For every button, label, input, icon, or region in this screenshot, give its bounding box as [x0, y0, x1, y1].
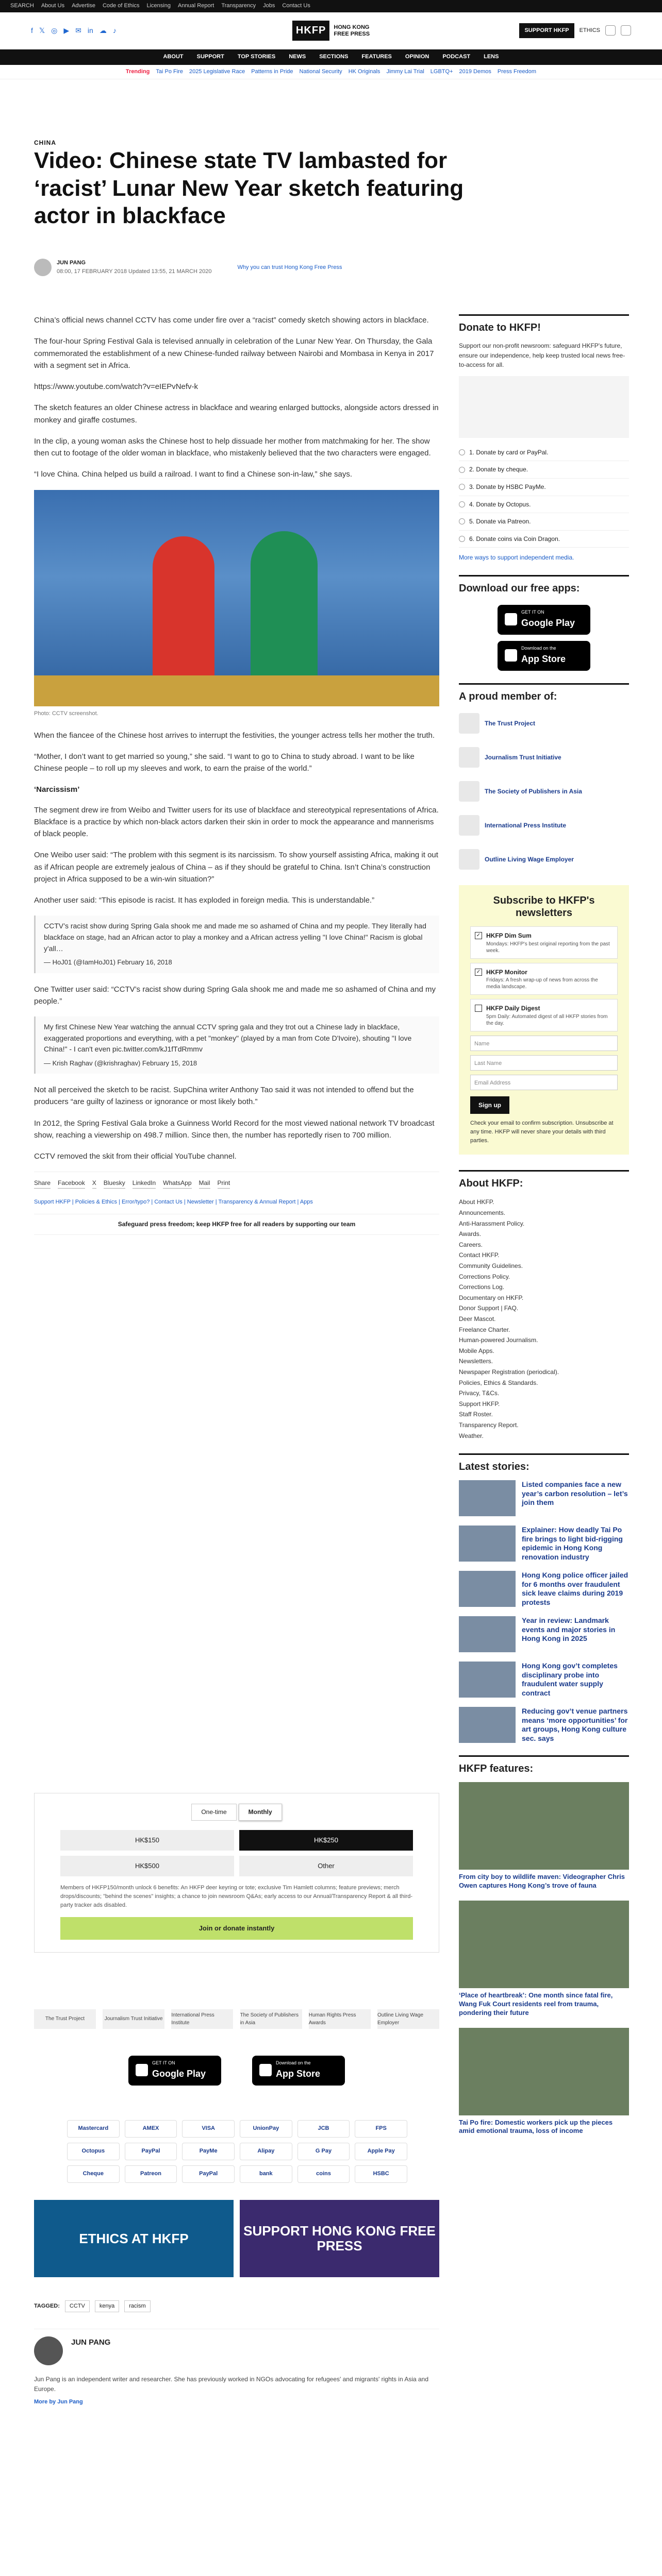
share-linkedin[interactable]: LinkedIn	[133, 1178, 156, 1189]
paragraph: In 2012, the Spring Festival Gala broke a Guinness World Record for the most viewed national network TV broadcast show, reaching a viewership on 498.7 million. Since then, the number has reportedly risen to 700 million.	[34, 1118, 435, 1140]
share-facebook[interactable]: Facebook	[58, 1178, 85, 1189]
latest-title: Latest stories:	[459, 1453, 629, 1475]
newsletter-title: Subscribe to HKFP's newsletters	[493, 894, 595, 919]
newsletter-option[interactable]	[470, 926, 618, 959]
topbar-licensing[interactable]: Licensing	[146, 3, 171, 9]
author-name[interactable]: JUN PANG	[57, 260, 86, 266]
story-item[interactable]	[459, 1662, 629, 1698]
newsletter-option[interactable]	[470, 963, 618, 995]
payment-methods	[67, 2120, 407, 2183]
nav-news[interactable]: NEWS	[289, 54, 306, 60]
paragraph: The segment drew ire from Weibo and Twitter users for its use of blackface and stereotypical representations of Africa. Blackface is a practice by which non-black actors darken their skin in order to mock the appearance and mannerisms of black people.	[34, 805, 439, 839]
youtube-icon[interactable]: ▶	[63, 26, 70, 35]
about-box	[459, 1170, 629, 1441]
about-link[interactable]: Staff Roster.	[459, 1411, 493, 1418]
member-logo[interactable]: Journalism Trust Initiative	[103, 2009, 164, 2029]
byline-text	[57, 259, 211, 276]
more-by-author[interactable]: More by Jun Pang	[34, 2399, 83, 2405]
donate-box	[459, 314, 629, 563]
join-button[interactable]: Join or donate instantly	[60, 1917, 413, 1940]
member-logo[interactable]: The Society of Publishers in Asia	[240, 2009, 302, 2029]
instagram-icon[interactable]: ◎	[51, 26, 58, 35]
author-box	[34, 2329, 439, 2406]
facebook-icon[interactable]: f	[31, 26, 33, 35]
topbar-about[interactable]: About Us	[41, 3, 65, 9]
account-icon[interactable]	[621, 25, 631, 36]
updated-date: Updated 13:55, 21 MARCH 2020	[128, 268, 212, 275]
paragraph: One Weibo user said: “The problem with this segment is its narcissism. To show yourself assisting Africa, making it out as if African people are extremely jealous of China – as if they should be grateful to China. Isn’t China’s construction project in Africa supposed to be a win-win situation?”	[34, 851, 438, 884]
donate-note: Members of HKFP150/month unlock 6 benefits: An HKFP deer keyring or tote; exclusive Tim Hamlett columns; feature previews; merch drops/discounts; "behind the scenes" insights; a chance to join newsroom Q&As; early access to our Annual/Transparency Report & all third-party tracker ads disabled.	[60, 1884, 413, 1908]
store-small: GET IT ON	[521, 609, 544, 615]
payment-logo: coins	[297, 2165, 350, 2183]
paragraph: CCTV removed the skit from their official YouTube channel.	[34, 1152, 237, 1161]
store-big: App Store	[521, 653, 566, 664]
photo-stage	[34, 675, 439, 706]
story-item[interactable]	[459, 1571, 629, 1607]
topbar-advertise[interactable]: Advertise	[72, 3, 95, 9]
article-body	[34, 314, 439, 1242]
about-link[interactable]: Careers.	[459, 1241, 483, 1248]
donate-option[interactable]: 6. Donate coins via Coin Dragon.	[459, 531, 629, 548]
story-thumbnail	[459, 1480, 516, 1516]
paragraph: Not all perceived the sketch to be racist. SupChina writer Anthony Tao said it was not intended to offend but the producers “are guilty of laziness or ignorance or most likely both.”	[34, 1086, 414, 1107]
story-item[interactable]	[459, 1707, 629, 1743]
author-avatar	[34, 259, 52, 276]
about-link[interactable]: Newspaper Registration (periodical).	[459, 1368, 559, 1376]
share-bar	[34, 1172, 439, 1189]
app-store-buttons	[34, 2056, 439, 2086]
paragraph: “I love China. China helped us build a railroad. I want to find a Chinese son-in-law,” she says.	[34, 470, 352, 479]
embedded-tweet	[34, 916, 439, 973]
newsletter-name: HKFP Daily Digest	[486, 1005, 540, 1012]
paragraph: In the clip, a young woman asks the Chinese host to help dissuade her mother from matchmaking for her. The show then cut to footage of the older woman in blackface, who mistakenly believed that the two characters were engaged.	[34, 436, 431, 457]
linkedin-icon[interactable]: in	[87, 26, 93, 35]
feature-title[interactable]: Tai Po fire: Domestic workers pick up the pieces amid emotional trauma, loss of income	[459, 2118, 613, 2135]
author-box-avatar	[34, 2336, 63, 2365]
story-title[interactable]: Hong Kong gov’t completes disciplinary probe into fraudulent water supply contract	[522, 1662, 618, 1697]
newsletter-name: HKFP Monitor	[486, 968, 527, 976]
ethics-banner[interactable]: ETHICS AT HKFP	[34, 2200, 234, 2277]
features-box	[459, 1755, 629, 2136]
paragraph: When the fiancee of the Chinese host arrives to interrupt the festivities, the younger actress tells her mother the truth.	[34, 731, 435, 740]
trending-link[interactable]: 2019 Demos	[459, 68, 491, 75]
topbar-transparency[interactable]: Transparency	[221, 3, 256, 9]
photo-caption: Photo: CCTV screenshot.	[34, 710, 98, 717]
promo-banners	[34, 2200, 439, 2277]
donate-amounts	[60, 1830, 413, 1876]
member-logo[interactable]: The Trust Project	[34, 2009, 96, 2029]
payment-logo: PayMe	[182, 2143, 235, 2160]
about-link[interactable]: Transparency Report.	[459, 1421, 519, 1429]
about-link[interactable]: Awards.	[459, 1230, 482, 1238]
feature-image	[459, 2028, 629, 2115]
membership-box	[459, 683, 629, 873]
tweet-source[interactable]: — HoJ01 (@IamHoJ01) February 16, 2018	[44, 958, 172, 967]
tab-monthly[interactable]: Monthly	[239, 1804, 282, 1821]
trending-link[interactable]: Tai Po Fire	[156, 68, 183, 75]
last-name-input[interactable]: Last Name	[470, 1055, 618, 1071]
trending-label: Trending	[125, 68, 150, 75]
donate-image	[459, 376, 629, 438]
nav-about[interactable]: ABOUT	[163, 54, 184, 60]
topbar-jobs[interactable]: Jobs	[263, 3, 275, 9]
tiktok-icon[interactable]: ♪	[112, 26, 117, 35]
share-whatsapp[interactable]: WhatsApp	[163, 1178, 191, 1189]
donate-widget	[34, 1793, 439, 1953]
feature-item[interactable]	[459, 1782, 629, 1890]
donate-option[interactable]: 3. Donate by HSBC PayMe.	[459, 479, 629, 496]
amount-option[interactable]: Other	[239, 1856, 413, 1876]
tagged-label: TAGGED:	[34, 2303, 60, 2309]
about-link[interactable]: Corrections Log.	[459, 1283, 505, 1291]
topbar-contact[interactable]: Contact Us	[282, 3, 310, 9]
about-title: About HKFP:	[459, 1170, 629, 1192]
payment-logo: Apple Pay	[355, 2143, 407, 2160]
newsletter-option[interactable]	[470, 999, 618, 1031]
story-thumbnail	[459, 1707, 516, 1743]
publish-date: 08:00, 17 FEBRUARY 2018	[57, 268, 127, 275]
sidebar	[459, 314, 629, 2148]
payment-logo: UnionPay	[240, 2120, 292, 2138]
story-title[interactable]: Explainer: How deadly Tai Po fire brings to light bid-rigging epidemic in Hong Kong renovation industry	[522, 1526, 623, 1561]
trending-link[interactable]: National Security	[299, 68, 342, 75]
app-store-button[interactable]	[252, 2056, 345, 2086]
ethics-link[interactable]: ETHICS	[579, 27, 600, 33]
story-title[interactable]: Listed companies face a new year’s carbon resolution – let’s join them	[522, 1480, 628, 1507]
about-link[interactable]: Deer Mascot.	[459, 1315, 496, 1323]
tag[interactable]: racism	[124, 2300, 150, 2312]
logo-mark: HKFP	[292, 21, 329, 41]
story-thumbnail	[459, 1616, 516, 1652]
trending-link[interactable]: Press Freedom	[497, 68, 537, 75]
feature-image	[459, 1782, 629, 1870]
store-big: App Store	[276, 2069, 321, 2079]
tab-one-time[interactable]: One-time	[191, 1804, 236, 1821]
payment-logo: G Pay	[297, 2143, 350, 2160]
about-link[interactable]: Announcements.	[459, 1209, 506, 1217]
donate-option[interactable]: 2. Donate by cheque.	[459, 461, 629, 479]
donate-title: Donate to HKFP!	[459, 314, 629, 336]
sidebar-store-buttons	[459, 605, 629, 671]
payment-logo: PayPal	[182, 2165, 235, 2183]
checkbox-icon[interactable]	[475, 1005, 482, 1012]
tag[interactable]: CCTV	[65, 2300, 90, 2312]
utility-bar	[0, 0, 662, 12]
store-small: GET IT ON	[152, 2060, 175, 2066]
trending-link[interactable]: HK Originals	[348, 68, 380, 75]
article-title: Video: Chinese state TV lambasted for ‘racist’ Lunar New Year sketch featuring actor in blackface	[34, 148, 464, 229]
social-links	[31, 25, 117, 37]
site-header	[0, 12, 662, 49]
trending-link[interactable]: LGBTQ+	[430, 68, 453, 75]
feature-item[interactable]	[459, 1901, 629, 2018]
story-title[interactable]: Year in review: Landmark events and major stories in Hong Kong in 2025	[522, 1616, 616, 1643]
about-link[interactable]: Support HKFP.	[459, 1400, 500, 1408]
apps-box	[459, 575, 629, 671]
embedded-tweet	[34, 1016, 439, 1074]
story-title[interactable]: Reducing gov’t venue partners means ‘more opportunities’ for art groups, Hong Kong culture sec. says	[522, 1707, 628, 1742]
share-print[interactable]: Print	[218, 1178, 230, 1189]
support-button[interactable]: SUPPORT HKFP	[519, 23, 574, 38]
payment-logo: Alipay	[240, 2143, 292, 2160]
member-item[interactable]: International Press Institute	[459, 812, 629, 839]
about-link[interactable]: Community Guidelines.	[459, 1262, 523, 1270]
google-play-icon	[505, 613, 517, 625]
feature-item[interactable]	[459, 2028, 629, 2136]
about-link[interactable]: Documentary on HKFP.	[459, 1294, 524, 1301]
donate-text: Support our non-profit newsroom: safeguard HKFP's future, ensure our independence, help keep trusted local news free-to-access for all.	[459, 342, 625, 369]
donate-frequency	[60, 1804, 413, 1821]
signup-button[interactable]: Sign up	[470, 1096, 509, 1114]
about-link[interactable]: Anti-Harassment Policy.	[459, 1219, 525, 1227]
feature-title[interactable]: From city boy to wildlife maven: Videographer Chris Owen captures Hong Kong’s trove of fauna	[459, 1873, 625, 1889]
share-label: Share	[34, 1178, 51, 1189]
paragraph: The sketch features an older Chinese actress in blackface and wearing enlarged buttocks, alongside actors dressed in monkey and giraffe costumes.	[34, 403, 439, 425]
author-bio: Jun Pang is an independent writer and researcher. She has previously worked in NGOs advocating for refugees' and migrants' rights in Asia and Europe.	[34, 2376, 429, 2393]
feature-image	[459, 1901, 629, 1988]
first-name-input[interactable]: Name	[470, 1036, 618, 1051]
story-item[interactable]	[459, 1526, 629, 1562]
story-thumbnail	[459, 1526, 516, 1562]
about-link[interactable]: Newsletters.	[459, 1358, 493, 1365]
subheading: ‘Narcissism’	[34, 785, 80, 794]
donate-option[interactable]: 1. Donate by card or PayPal.	[459, 444, 629, 462]
story-item[interactable]	[459, 1616, 629, 1652]
google-play-icon	[136, 2064, 148, 2076]
trending-link[interactable]: Patterns in Pride	[251, 68, 293, 75]
tweet-text: My first Chinese New Year watching the annual CCTV spring gala and they trot out a Chinese lady in blackface, exaggerated proportions and everything, with a pet "monkey" (played by a man from Cote D'Ivoire), shouting "I love China!" - I can't even pic.twitter.com/kJ1fTdRmmv	[44, 1023, 412, 1054]
tag[interactable]: kenya	[95, 2300, 119, 2312]
payment-logo: Octopus	[67, 2143, 120, 2160]
tweet-text: CCTV’s racist show during Spring Gala shook me and made me so ashamed of China and my people. They literally had blackface on stage, had an African actor to play a monkey and a African actress yelling "I love China!" Racism is global y'all…	[44, 922, 426, 953]
logo-text	[334, 24, 370, 37]
member-logo[interactable]: Human Rights Press Awards	[309, 2009, 371, 2029]
nav-lens[interactable]: LENS	[484, 54, 499, 60]
store-small: Download on the	[276, 2060, 311, 2066]
main-nav	[0, 49, 662, 65]
donate-option[interactable]: 5. Donate via Patreon.	[459, 513, 629, 531]
features-title: HKFP features:	[459, 1755, 629, 1777]
about-link[interactable]: Freelance Charter.	[459, 1326, 510, 1333]
about-link[interactable]: Weather.	[459, 1432, 484, 1439]
about-link[interactable]: Human-powered Journalism.	[459, 1336, 538, 1344]
trending-link[interactable]: Jimmy Lai Trial	[386, 68, 424, 75]
latest-stories	[459, 1453, 629, 1743]
story-item[interactable]	[459, 1480, 629, 1516]
member-item[interactable]: The Trust Project	[459, 710, 629, 737]
google-play-button[interactable]	[498, 605, 590, 635]
payment-logo: Cheque	[67, 2165, 120, 2183]
trending-bar	[0, 65, 662, 79]
member-logo[interactable]: International Press Institute	[171, 2009, 233, 2029]
paragraph: The four-hour Spring Festival Gala is televised annually in celebration of the Lunar New Year. On Thursday, the Gala commemorated the establishment of a new Chinese-funded railway between Nairobi and Mombasa in Kenya in 2017 with a segment set in Africa.	[34, 337, 434, 370]
about-link[interactable]: About HKFP.	[459, 1198, 494, 1206]
support-banner[interactable]: SUPPORT HONG KONG FREE PRESS	[240, 2200, 439, 2277]
paragraph: Another user said: “This episode is racist. It has exploded in foreign media. This is understandable.”	[34, 896, 375, 905]
about-link[interactable]: Corrections Policy.	[459, 1273, 510, 1280]
about-link[interactable]: Privacy, T&Cs.	[459, 1389, 500, 1397]
paragraph: One Twitter user said: “CCTV’s racist show during Spring Gala shook me and made me so ashamed of China and my people.”	[34, 985, 436, 1006]
member-logo[interactable]: Outline Living Wage Employer	[377, 2009, 439, 2029]
payment-logo: VISA	[182, 2120, 235, 2138]
payment-logo: JCB	[297, 2120, 350, 2138]
about-link[interactable]: Mobile Apps.	[459, 1347, 494, 1354]
bluesky-icon[interactable]: ☁	[99, 26, 107, 35]
store-big: Google Play	[521, 617, 575, 628]
share-x[interactable]: X	[92, 1178, 96, 1189]
payment-logo: PayPal	[125, 2143, 177, 2160]
nav-podcast[interactable]: PODCAST	[442, 54, 471, 60]
store-big: Google Play	[152, 2069, 206, 2079]
nav-top-stories[interactable]: TOP STORIES	[237, 54, 276, 60]
newsletter-desc: Fridays: A fresh wrap-up of news from across the media landscape.	[486, 977, 598, 990]
donate-list	[459, 444, 629, 548]
payment-logo: Patreon	[125, 2165, 177, 2183]
video-link[interactable]: https://www.youtube.com/watch?v=eIEPvNefv-k	[34, 382, 198, 391]
about-links	[459, 1197, 629, 1441]
story-thumbnail	[459, 1662, 516, 1698]
newsletter-name: HKFP Dim Sum	[486, 931, 532, 939]
email-icon[interactable]: ✉	[75, 26, 81, 35]
amount-option[interactable]: HK$250	[239, 1830, 413, 1851]
x-icon[interactable]: 𝕏	[39, 26, 45, 35]
google-play-button[interactable]	[128, 2056, 221, 2086]
member-item[interactable]: Journalism Trust Initiative	[459, 744, 629, 771]
app-store-button[interactable]	[498, 641, 590, 671]
logo-line1: HONG KONG	[334, 24, 370, 30]
topbar-annual-report[interactable]: Annual Report	[177, 3, 214, 9]
about-link[interactable]: Donor Support | FAQ.	[459, 1304, 519, 1312]
member-item[interactable]: The Society of Publishers in Asia	[459, 778, 629, 805]
nav-sections[interactable]: SECTIONS	[319, 54, 349, 60]
topbar-ethics[interactable]: Code of Ethics	[102, 3, 140, 9]
newsletter-desc: 5pm Daily: Automated digest of all HKFP stories from the day.	[486, 1013, 608, 1026]
paragraph: China’s official news channel CCTV has come under fire over a “racist” comedy sketch showing actors in blackface.	[34, 316, 429, 325]
checkbox-icon[interactable]: ✓	[475, 969, 482, 976]
logo-line2: FREE PRESS	[334, 30, 370, 37]
tag-list	[34, 2300, 151, 2312]
donate-option[interactable]: 4. Donate by Octopus.	[459, 496, 629, 514]
safeguard-banner[interactable]: Safeguard press freedom; keep HKFP free for all readers by supporting our team	[34, 1214, 439, 1235]
member-logos	[34, 2009, 439, 2029]
nav-features[interactable]: FEATURES	[361, 54, 392, 60]
newsletter-box	[459, 885, 629, 1155]
nav-opinion[interactable]: OPINION	[405, 54, 429, 60]
member-title: A proud member of:	[459, 683, 629, 705]
newsletter-desc: Mondays: HKFP's best original reporting from the past week.	[486, 941, 610, 954]
member-item[interactable]: Outline Living Wage Employer	[459, 846, 629, 873]
trending-link[interactable]: 2025 Legislative Race	[189, 68, 245, 75]
checkbox-icon[interactable]: ✓	[475, 932, 482, 939]
author-box-name[interactable]: JUN PANG	[71, 2338, 111, 2347]
paragraph: “Mother, I don’t want to get married so young,” she said. “I want to go to China to study abroad. I want to be like Chinese people – to roll up my sleeves and work, to earn the praise of the world.”	[34, 752, 415, 773]
topbar-search[interactable]: SEARCH	[10, 3, 34, 9]
newsletter-note: Check your email to confirm subscription. Unsubscribe at any time. HKFP will never share your details with third parties.	[470, 1120, 614, 1144]
site-logo[interactable]	[292, 21, 370, 41]
header-actions	[519, 23, 631, 38]
payment-logo: FPS	[355, 2120, 407, 2138]
apple-icon	[505, 649, 517, 662]
byline	[34, 259, 342, 276]
nav-support[interactable]: SUPPORT	[196, 54, 224, 60]
story-thumbnail	[459, 1571, 516, 1607]
article-photo	[34, 490, 439, 706]
feature-title[interactable]: ‘Place of heartbreak’: One month since fatal fire, Wang Fuk Court residents reel from trauma, pondering their future	[459, 1991, 613, 2016]
payment-logo: HSBC	[355, 2165, 407, 2183]
more-ways-link[interactable]: More ways to support independent media.	[459, 554, 574, 562]
amount-option[interactable]: HK$150	[60, 1830, 234, 1851]
payment-logo: AMEX	[125, 2120, 177, 2138]
payment-logo: bank	[240, 2165, 292, 2183]
story-title[interactable]: Hong Kong police officer jailed for 6 months over fraudulent sick leave claims during 2019 protests	[522, 1571, 628, 1606]
trust-link[interactable]: Why you can trust Hong Kong Free Press	[237, 264, 342, 270]
article-category[interactable]: CHINA	[34, 139, 56, 146]
about-link[interactable]: Contact HKFP.	[459, 1251, 500, 1259]
amount-option[interactable]: HK$500	[60, 1856, 234, 1876]
store-small: Download on the	[521, 646, 556, 651]
payment-logo: Mastercard	[67, 2120, 120, 2138]
share-mail[interactable]: Mail	[199, 1178, 210, 1189]
tweet-source[interactable]: — Krish Raghav (@krishraghav) February 15, 2018	[44, 1059, 197, 1067]
apps-title: Download our free apps:	[459, 575, 629, 597]
apple-icon	[259, 2064, 272, 2076]
email-input[interactable]: Email Address	[470, 1075, 618, 1090]
mode-toggle-icon[interactable]	[605, 25, 616, 36]
policy-links[interactable]: Support HKFP | Policies & Ethics | Error/typo? | Contact Us | Newsletter | Transparency & Annual Report | Apps	[34, 1199, 313, 1206]
share-bluesky[interactable]: Bluesky	[104, 1178, 125, 1189]
about-link[interactable]: Policies, Ethics & Standards.	[459, 1379, 538, 1386]
